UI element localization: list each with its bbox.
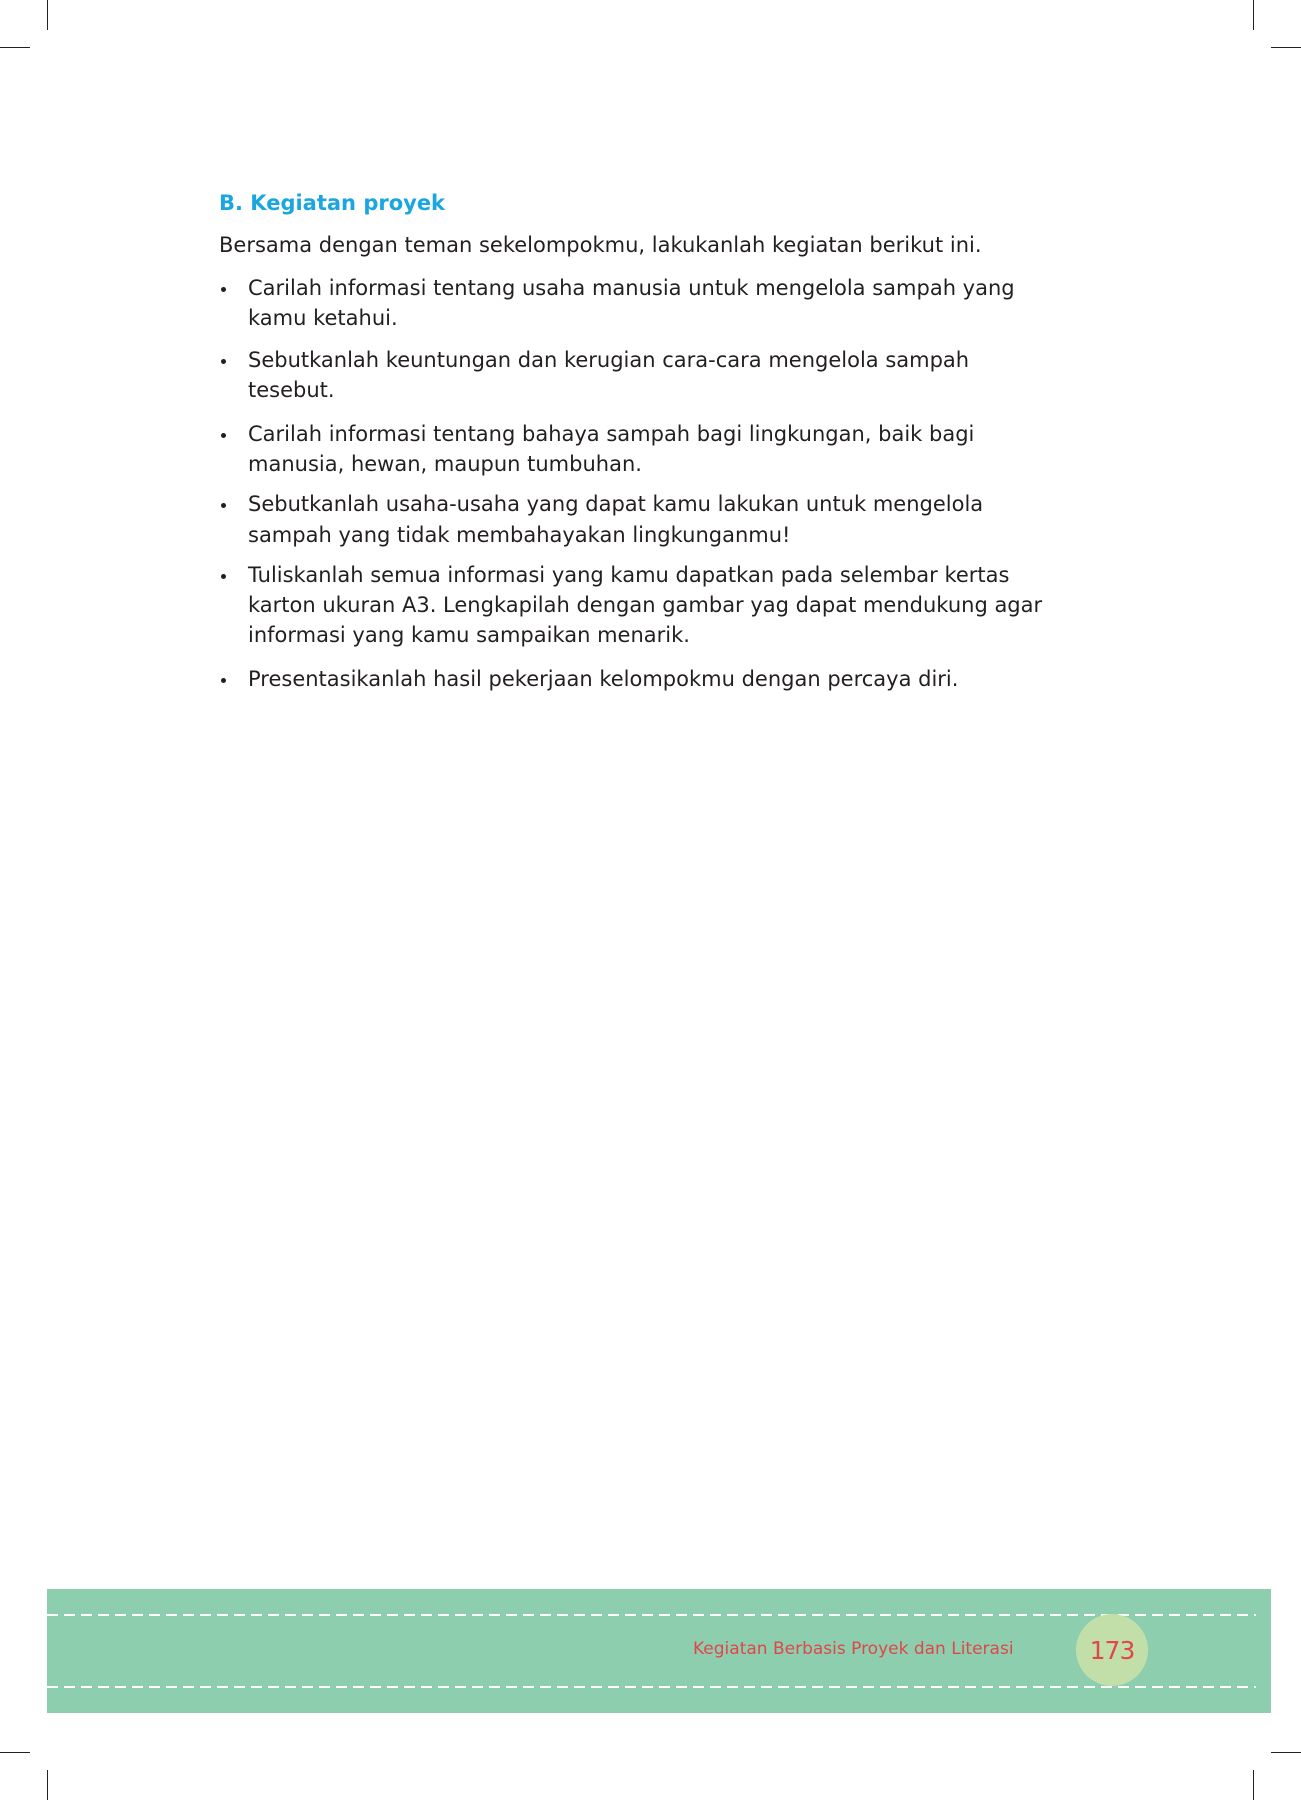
page-number: 173 [1089,1635,1135,1665]
list-item-line: Carilah informasi tentang usaha manusia untuk mengelola sampah yang [248,276,1015,300]
crop-mark-top-left-vertical [47,0,48,30]
footer-dashed-line-bottom [47,1686,1256,1688]
bullet-icon [221,359,226,364]
list-item-line: Carilah informasi tentang bahaya sampah bagi lingkungan, baik bagi [248,422,975,446]
bullet-icon [221,678,226,683]
page-number-badge [1076,1614,1148,1686]
crop-mark-top-right-horizontal [1271,47,1301,48]
list-item-line: manusia, hewan, maupun tumbuhan. [248,452,642,476]
crop-mark-bottom-left-horizontal [0,1752,30,1753]
list-item-line: Tuliskanlah semua informasi yang kamu dapatkan pada selembar kertas [248,563,1010,587]
list-item-line: informasi yang kamu sampaikan menarik. [248,623,690,647]
bullet-icon [221,574,226,579]
section-heading: B. Kegiatan proyek [219,191,446,215]
list-item-line: Sebutkanlah usaha-usaha yang dapat kamu lakukan untuk mengelola [248,492,984,516]
footer-book-title: Kegiatan Berbasis Proyek dan Literasi [693,1639,1014,1659]
bullet-icon [221,287,226,292]
crop-mark-bottom-left-vertical [47,1770,48,1800]
list-item-line: sampah yang tidak membahayakan lingkunganmu! [248,523,791,547]
list-item-line: karton ukuran A3. Lengkapilah dengan gambar yag dapat mendukung agar [248,593,1043,617]
bullet-icon [221,433,226,438]
list-item-line: Presentasikanlah hasil pekerjaan kelompokmu dengan percaya diri. [248,667,959,691]
crop-mark-bottom-right-horizontal [1271,1752,1301,1753]
list-item-line: Sebutkanlah keuntungan dan kerugian cara-cara mengelola sampah [248,348,970,372]
crop-mark-top-right-vertical [1253,0,1254,30]
page-footer [47,1589,1271,1713]
list-item-line: tesebut. [248,378,335,402]
bullet-icon [221,503,226,508]
crop-mark-bottom-right-vertical [1253,1770,1254,1800]
crop-mark-top-left-horizontal [0,47,30,48]
footer-dashed-line-top [47,1614,1256,1616]
list-item-line: kamu ketahui. [248,306,398,330]
intro-paragraph: Bersama dengan teman sekelompokmu, lakukanlah kegiatan berikut ini. [219,233,982,257]
